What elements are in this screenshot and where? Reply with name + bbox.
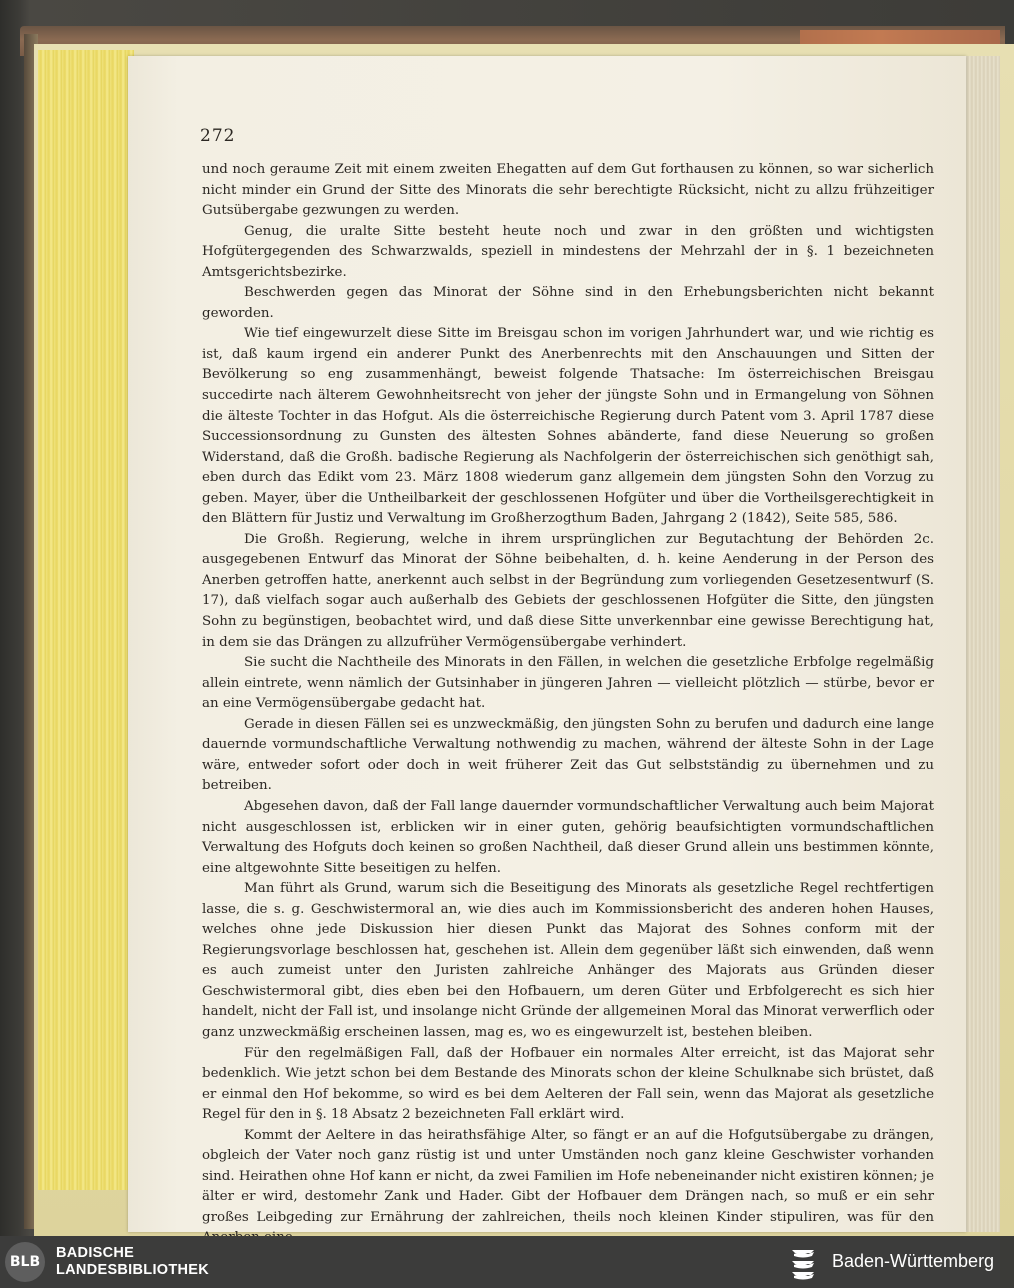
paragraph: Genug, die uralte Sitte besteht heute noch und zwar in den größten und wichtigsten Hofgütergegenden des Schwarzwalds, speziell in mindestens der Mehrzahl der in §. 1 bezeichneten Amtsgerichtsbezirke.: [202, 223, 934, 280]
paragraph: und noch geraume Zeit mit einem zweiten Ehegatten auf dem Gut forthausen zu können, so war sicherlich nicht minder ein Grund der Sitte des Minorats die sehr berechtigte Rücksicht, nicht zu allzu frühzeitiger Gutsübergabe gezwungen zu werden.: [202, 162, 934, 219]
paragraph: Man führt als Grund, warum sich die Beseitigung des Minorats als gesetzliche Regel rechtfertigen lasse, die s. g. Geschwistermoral an, wie dies auch im Kommissionsbericht des anderen hohen Hauses, welches ohne jede Diskussion hier diesen Punkt das Majorat des Sohnes conform mit der Regierungsvorlage beschlossen hat, geschehen ist. Allein dem gegenüber läßt sich einwenden, daß wenn es auch zumeist unter den Juristen zahlreiche Anhänger des Majorats aus Gründen dieser Geschwistermoral gibt, dies eben bei den Hofbauern, um deren Güter und Erbfolgerecht es sich hier handelt, nicht der Fall ist, und insolange nicht Gründe der allgemeinen Moral das Minorat verwerflich oder ganz unzweckmäßig erscheinen lassen, mag es, wo es eingewurzelt ist, bestehen bleiben.: [202, 881, 934, 1040]
paragraph: Wie tief eingewurzelt diese Sitte im Breisgau schon im vorigen Jahrhundert war, und wie richtig es ist, daß kaum irgend ein anderer Punkt des Anerbenrechts mit den Anschauungen und Sitten der Bevölkerung so eng zusammenhängt, beweist folgende Thatsache: Im österreichischen Breisgau succedirte nach älterem Gewohnheitsrecht von jeher der jüngste Sohn und in Ermangelung von Söhnen die älteste Tochter in das Hofgut. Als die österreichische Regierung durch Patent vom 3. April 1787 diese Successionsordnung zu Gunsten des ältesten Sohnes abänderte, fand diese Neuerung so großen Widerstand, daß die Großh. badische Regierung als Nachfolgerin der österreichischen sich genöthigt sah, eben durch das Edikt vom 23. März 1808 wiederum ganz allgemein dem jüngsten Sohn den Vorzug zu geben. Mayer, über die Untheilbarkeit der geschlossenen Hofgüter und über die Vortheilsgerechtigkeit in den Blättern für Justiz und Verwaltung im Großherzogthum Baden, Jahrgang 2 (1842), Seite 585, 586.: [202, 326, 934, 527]
blb-logo-icon[interactable]: BLB: [5, 1242, 45, 1282]
page-edges-left: [38, 50, 134, 1190]
paragraph: Abgesehen davon, daß der Fall lange dauernder vormundschaftlicher Verwaltung auch beim Majorat nicht ausgeschlossen ist, erblicken wir in einer guten, gehörig beaufsichtigten vormundschaftlichen Verwaltung des Hofguts doch keinen so großen Nachtheil, daß dieser Grund allein uns bestimmen könnte, eine altgewohnte Sitte beseitigen zu helfen.: [202, 798, 934, 876]
paragraph: Die Großh. Regierung, welche in ihrem ursprünglichen zur Begutachtung der Behörden 2c. ausgegebenen Entwurf das Minorat der Söhne beibehalten, d. h. keine Aenderung in der Person des Anerben getroffen hatte, anerkennt auch selbst in der Begründung zum vorliegenden Gesetzesentwurf (S. 17), daß vielfach sogar auch außerhalb des Gebiets der geschlossenen Hofgüter die Sitte, den jüngsten Sohn zu begünstigen, beobachtet wird, und daß diese Sitte unverkennbar eine gewisse Berechtigung hat, in dem sie das Drängen zu allzufrüher Vermögensübergabe verhindert.: [202, 531, 934, 650]
footer-bar: [0, 1236, 1000, 1288]
page-number: 272: [200, 126, 236, 146]
library-name-line2: LANDESBIBLIOTHEK: [56, 1262, 210, 1278]
library-name[interactable]: [56, 1245, 209, 1279]
page-body-text: [202, 160, 934, 1249]
paragraph: Gerade in diesen Fällen sei es unzweckmäßig, den jüngsten Sohn zu berufen und dadurch eine lange dauernde vormundschaftliche Verwaltung nothwendig zu machen, während der älteste Sohn in der Lage wäre, entweder sofort oder doch in weit früherer Zeit das Gut selbstständig zu übernehmen und zu betreiben.: [202, 716, 934, 794]
paragraph: Beschwerden gegen das Minorat der Söhne sind in den Erhebungsberichten nicht bekannt geworden.: [202, 285, 934, 321]
library-name-line1: BADISCHE: [56, 1245, 135, 1261]
paragraph: Kommt der Aeltere in das heirathsfähige Alter, so fängt er an auf die Hofgutsübergabe zu drängen, obgleich der Vater noch ganz rüstig ist und unter Umständen noch ganz kleine Geschwister vorhanden sind. Heirathen ohne Hof kann er nicht, da zwei Familien im Hofe nebeneinander nicht existiren können; je älter er wird, destomehr Zank und Hader. Gibt der Hofbauer dem Drängen nach, so muß er ein sehr großes Leibgeding zur Ernährung der zahlreichen, theils noch kleinen Kinder stipuliren, was für den: [202, 1127, 934, 1225]
page-edges-right: [962, 56, 1000, 1232]
paragraph: Für den regelmäßigen Fall, daß der Hofbauer ein normales Alter erreicht, ist das Majorat sehr bedenklich. Wie jetzt schon bei dem Bestande des Minorats schon der kleine Schulknabe sich brüstet, daß er einmal den Hof bekomme, so wird es bei dem Aelteren der Fall sein, wenn das Majorat als gesetzliche Regel für den in §. 18 Absatz 2 bezeichneten Fall erklärt wird.: [202, 1045, 934, 1123]
state-name[interactable]: Baden-Württemberg: [832, 1251, 995, 1271]
page-paper: [128, 56, 966, 1232]
three-lions-icon[interactable]: [788, 1244, 826, 1280]
paragraph: Sie sucht die Nachtheile des Minorats in den Fällen, in welchen die gesetzliche Erbfolge regelmäßig allein eintrete, wenn nämlich der Gutsinhaber in jüngeren Jahren — vielleicht plötzlich — stürbe, bevor er an eine Vermögensübergabe gedacht hat.: [202, 655, 934, 712]
